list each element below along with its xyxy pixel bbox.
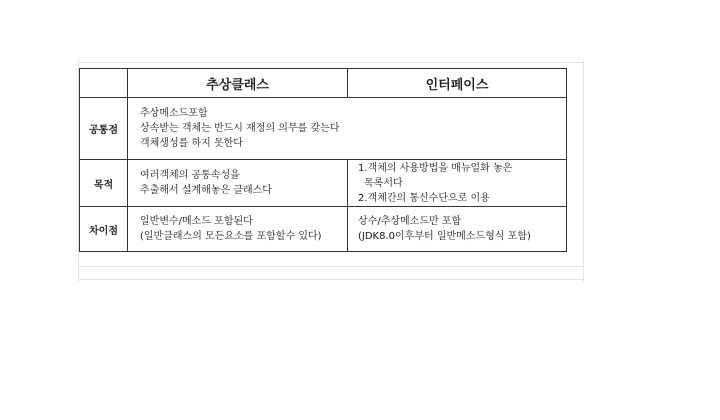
cell-line: (일반클래스의 모든요소를 포함할수 있다) bbox=[140, 231, 322, 242]
cell-abstract-class bbox=[128, 160, 348, 207]
merged-cell bbox=[128, 98, 567, 160]
cell-line: 2.객체간의 통신수단으로 이용 bbox=[358, 192, 490, 204]
cell-line: 여러객체의 공통속성을 bbox=[140, 170, 240, 181]
grid-line bbox=[78, 62, 584, 63]
grid-line bbox=[78, 266, 584, 267]
table-row-purpose bbox=[80, 160, 567, 207]
cell-line: (JDK8.0이후부터 일반메소드형식 포함) bbox=[358, 231, 531, 242]
cell-line: 추출해서 설계해놓은 클래스다 bbox=[140, 185, 272, 196]
row-label: 목적 bbox=[80, 160, 128, 207]
cell-line: 객체생성를 하지 못한다 bbox=[140, 138, 243, 149]
row-label: 공통점 bbox=[80, 98, 128, 160]
header-row bbox=[80, 69, 567, 98]
cell-line: 1.객체의 사용방법을 매뉴얼화 놓은 bbox=[358, 162, 513, 174]
corner-cell bbox=[80, 69, 128, 98]
header-abstract-class: 추상클래스 bbox=[128, 69, 348, 98]
cell-line: 목록서다 bbox=[364, 177, 403, 189]
grid-line bbox=[78, 279, 584, 280]
cell-abstract-class bbox=[128, 207, 348, 252]
cell-line: 추상메소드포함 bbox=[140, 108, 208, 119]
cell-interface bbox=[348, 207, 567, 252]
table-row-commonality bbox=[80, 98, 567, 160]
cell-line: 상수/추상메소드만 포함 bbox=[358, 216, 462, 227]
header-interface: 인터페이스 bbox=[348, 69, 567, 98]
cell-interface bbox=[348, 160, 567, 207]
row-label: 차이점 bbox=[80, 207, 128, 252]
cell-line: 상속받는 객체는 반드시 재정의 의무를 갖는다 bbox=[140, 123, 340, 134]
comparison-table bbox=[79, 68, 567, 252]
grid-line bbox=[583, 60, 584, 282]
cell-line: 일반변수/메소드 포함된다 bbox=[140, 216, 253, 227]
table-row-difference bbox=[80, 207, 567, 252]
